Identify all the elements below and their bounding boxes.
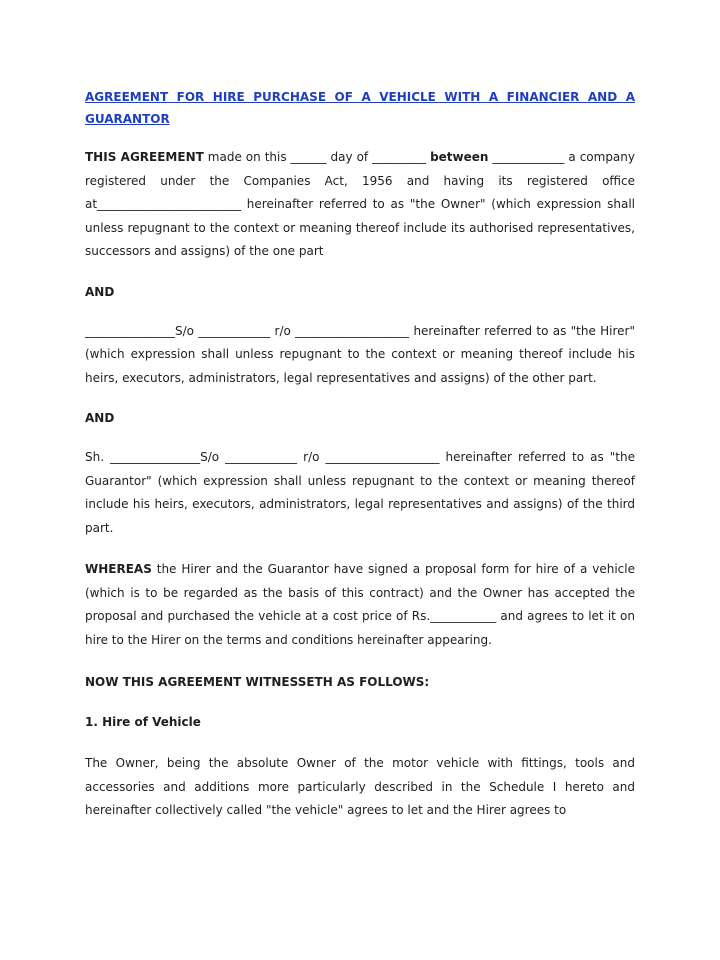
paragraph-text: the Hirer and the Guarantor have signed a proposal form for hire of a vehicle (which is to be regarded as the basis of this contract) and the Owner has accepted the proposal and purchased the vehicle at a cost price of Rs.___________ and agrees to let it on hire to the Hirer on the terms and conditions hereinafter appearing.: [85, 562, 635, 647]
paragraph-guarantor: Sh. _______________S/o ____________ r/o ___________________ hereinafter referred to as "the Guarantor" (which expression shall unless repugnant to the context or meaning thereof include his heirs, executors, administrators, legal representatives and assigns) of the third part.: [85, 450, 635, 535]
document-title: AGREEMENT FOR HIRE PURCHASE OF A VEHICLE WITH A FINANCIER AND A GUARANTOR: [85, 90, 635, 126]
this-agreement-lead: THIS AGREEMENT: [85, 150, 204, 164]
between-keyword: between: [430, 150, 489, 164]
paragraph-parties-owner: [85, 146, 635, 264]
and-heading: AND: [85, 411, 115, 425]
paragraph-text: made on this ______ day of _________: [203, 150, 431, 164]
paragraph-whereas: [85, 558, 635, 652]
and-heading: AND: [85, 284, 115, 299]
whereas-lead: WHEREAS: [85, 562, 152, 576]
document-page: [85, 86, 635, 823]
section-1-heading: 1. Hire of Vehicle: [85, 715, 201, 729]
paragraph-hirer: _______________S/o ____________ r/o ___________________ hereinafter referred to as "the Hirer" (which expression shall unless repugnant to the context or meaning thereof include his heirs, executors, administrators, legal representatives and assigns) of the other part.: [85, 323, 635, 385]
paragraph-hire-of-vehicle: The Owner, being the absolute Owner of the motor vehicle with fittings, tools and accessories and additions more particularly described in the Schedule I hereto and hereinafter collectively called "the vehicle" agrees to let and the Hirer agrees to: [85, 756, 635, 817]
paragraph-text: ____________ a company registered under the Companies Act, 1956 and having its registered office at________________________ hereinafter referred to as "the Owner" (which expression shall unless repugnant to the context or meaning thereof include its authorised representatives, successors and assigns) of the one part: [85, 150, 635, 258]
witnesseth-heading: NOW THIS AGREEMENT WITNESSETH AS FOLLOWS:: [85, 675, 430, 689]
